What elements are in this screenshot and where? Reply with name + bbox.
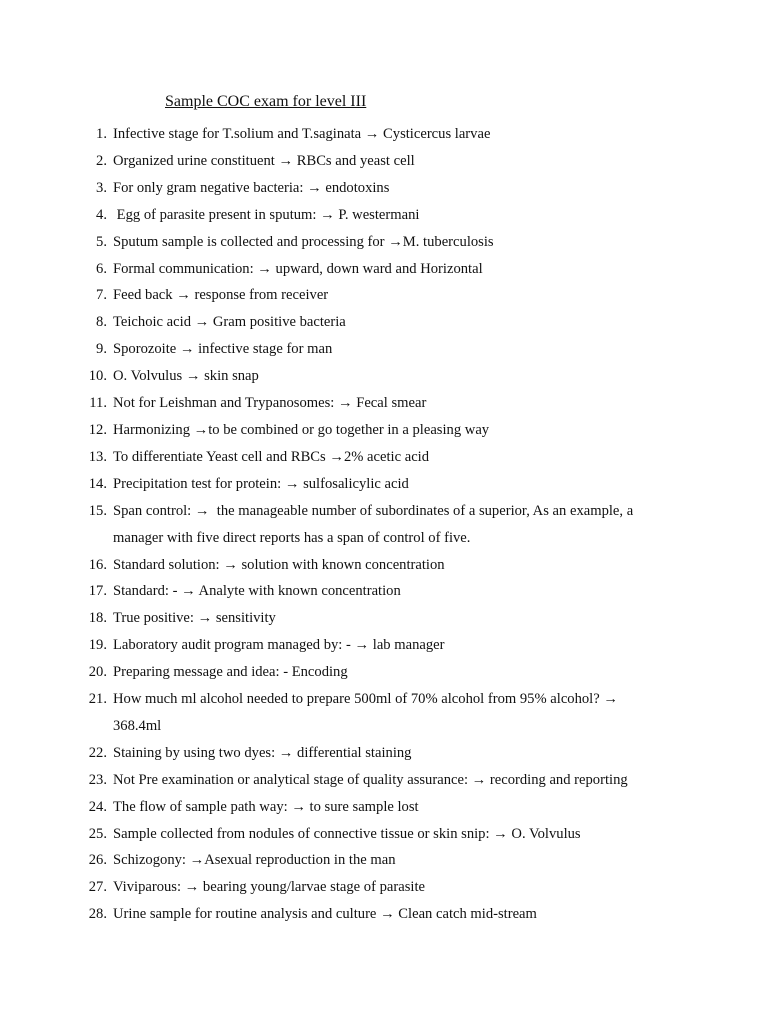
item-text: Egg of parasite present in sputum: → P. westermani <box>113 206 420 223</box>
list-item <box>0 659 768 686</box>
item-number: 10. <box>88 368 107 385</box>
item-number: 11. <box>89 395 107 412</box>
list-item <box>0 498 768 552</box>
item-number: 28. <box>88 906 107 923</box>
list-item <box>0 309 768 336</box>
list-item <box>0 874 768 901</box>
item-number: 26. <box>88 852 107 869</box>
list-item <box>0 229 768 256</box>
list-item <box>0 363 768 390</box>
item-text: True positive: → sensitivity <box>113 610 276 627</box>
item-text: Harmonizing →to be combined or go together in a pleasing way <box>113 421 490 438</box>
item-text: Schizogony: →Asexual reproduction in the man <box>113 852 396 869</box>
item-number: 15. <box>88 502 107 519</box>
list-item <box>0 175 768 202</box>
item-text: Standard: - → Analyte with known concentration <box>113 583 401 600</box>
item-number: 7. <box>96 287 107 304</box>
list-item <box>0 740 768 767</box>
list-item <box>0 794 768 821</box>
item-text: For only gram negative bacteria: → endotoxins <box>113 179 390 196</box>
item-number: 8. <box>96 314 107 331</box>
item-text: Span control: → the manageable number of subordinates of a superior, As an example, a manager with five direct reports has a span of control of five. <box>113 502 637 546</box>
list-item <box>0 901 768 928</box>
list-item <box>0 767 768 794</box>
item-number: 17. <box>88 583 107 600</box>
item-number: 14. <box>88 475 107 492</box>
list-item <box>0 202 768 229</box>
item-number: 2. <box>96 152 107 169</box>
list-item <box>0 336 768 363</box>
item-text: Not Pre examination or analytical stage of quality assurance: → recording and reporting <box>113 771 628 788</box>
item-text: Laboratory audit program managed by: - → lab manager <box>113 637 445 654</box>
item-text: Sputum sample is collected and processing for →M. tuberculosis <box>113 233 494 250</box>
item-number: 21. <box>88 691 107 708</box>
item-text: Staining by using two dyes: → differential staining <box>113 744 412 761</box>
item-number: 13. <box>88 448 107 465</box>
item-number: 19. <box>88 637 107 654</box>
list-item <box>0 282 768 309</box>
item-number: 12. <box>88 421 107 438</box>
item-number: 24. <box>88 798 107 815</box>
item-text: To differentiate Yeast cell and RBCs →2% acetic acid <box>113 448 430 465</box>
list-item <box>0 390 768 417</box>
item-text: How much ml alcohol needed to prepare 500ml of 70% alcohol from 95% alcohol? → 368.4ml <box>113 691 622 734</box>
list-item <box>0 847 768 874</box>
item-number: 1. <box>96 126 107 142</box>
list-item <box>0 552 768 579</box>
item-number: 4. <box>96 206 107 223</box>
item-number: 27. <box>88 879 107 896</box>
item-text: Sporozoite → infective stage for man <box>113 341 333 358</box>
item-text: Infective stage for T.solium and T.saginata → Cysticercus larvae <box>113 126 491 142</box>
item-text: Not for Leishman and Trypanosomes: → Fecal smear <box>113 395 427 412</box>
page-title: Sample COC exam for level III <box>165 93 367 110</box>
item-number: 3. <box>96 179 107 196</box>
item-text: Urine sample for routine analysis and culture → Clean catch mid-stream <box>113 906 537 923</box>
item-number: 23. <box>88 771 107 788</box>
list-item <box>0 471 768 498</box>
question-list <box>0 121 768 928</box>
item-number: 25. <box>88 825 107 842</box>
item-text: Formal communication: → upward, down ward and Horizontal <box>113 260 483 277</box>
list-item <box>0 121 768 148</box>
item-text: Precipitation test for protein: → sulfosalicylic acid <box>113 475 409 492</box>
list-item <box>0 417 768 444</box>
item-text: The flow of sample path way: → to sure sample lost <box>113 798 419 815</box>
item-number: 9. <box>96 341 107 358</box>
item-text: Teichoic acid → Gram positive bacteria <box>113 314 346 331</box>
list-item <box>0 632 768 659</box>
list-item <box>0 444 768 471</box>
item-number: 16. <box>88 556 107 573</box>
item-text: Viviparous: → bearing young/larvae stage of parasite <box>113 879 425 896</box>
item-number: 20. <box>88 664 107 681</box>
list-item <box>0 148 768 175</box>
list-item <box>0 256 768 283</box>
item-text: Preparing message and idea: - Encoding <box>113 664 348 681</box>
item-text: Organized urine constituent → RBCs and yeast cell <box>113 152 415 169</box>
item-text: Standard solution: → solution with known concentration <box>113 556 445 573</box>
item-text: Sample collected from nodules of connective tissue or skin snip: → O. Volvulus <box>113 825 581 842</box>
item-text: O. Volvulus → skin snap <box>113 368 259 385</box>
item-number: 22. <box>88 744 107 761</box>
item-number: 18. <box>88 610 107 627</box>
list-item <box>0 578 768 605</box>
item-number: 5. <box>96 233 107 250</box>
list-item <box>0 821 768 848</box>
list-item <box>0 686 768 740</box>
item-text: Feed back → response from receiver <box>113 287 329 304</box>
list-item <box>0 605 768 632</box>
item-number: 6. <box>96 260 107 277</box>
